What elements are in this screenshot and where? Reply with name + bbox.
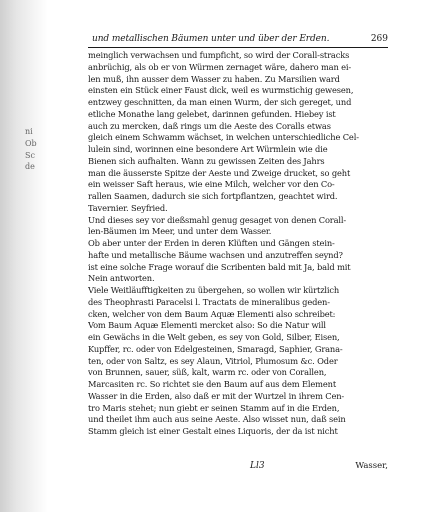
text-line: Und dieses sey vor dießsmahl genug gesaget von denen Corall- — [88, 214, 347, 225]
running-title: und metallischen Bäumen unter und über der Erden. — [92, 34, 330, 44]
text-line: einsten ein Stück einer Faust dick, weil es wurmstichig gewesen, — [88, 85, 354, 96]
text-line: Stamm gleich ist einer Gestalt eines Liquoris, der da ist nicht — [88, 426, 338, 436]
margin-note: Ob — [25, 138, 37, 148]
text-line: Wasser in die Erden, also daß er mit der Wurtzel in ihrem Cen- — [88, 390, 345, 401]
text-line: Marcasiten rc. So richtet sie den Baum auf aus dem Element — [88, 379, 337, 389]
text-line: Nein antworten. — [88, 273, 155, 284]
text-line: ein Gewächs in die Welt geben, es sey von Gold, Silber, Eisen, — [88, 332, 340, 342]
catchword: Wasser, — [355, 461, 388, 471]
text-line: Vom Baum Aquæ Elementi mercket also: So die Natur will — [88, 320, 326, 331]
text-line: anbrüchig, als ob er von Würmen zernaget wäre, dahero man ei- — [88, 61, 352, 72]
text-line: rallen Saamen, dadurch sie sich fortpflantzen, geachtet wird. — [88, 191, 338, 201]
page-number: 269 — [370, 34, 388, 44]
text-line: len muß, ihn ausser dem Wasser zu haben. Zu Marsilien ward — [88, 73, 340, 84]
text-line: entzwey geschnitten, da man einen Wurm, der sich gereget, und — [88, 97, 352, 107]
margin-note: Sc — [25, 150, 35, 160]
text-line: von Brunnen, sauer, süß, kalt, warm rc. oder von Corallen, — [88, 367, 327, 378]
text-line: len-Bäumen im Meer, und unter dem Wasser. — [88, 226, 272, 237]
text-line: cken, welcher von dem Baum Aquæ Elementi also schreibet: — [88, 308, 336, 319]
text-line: Bienen sich aufhalten. Wann zu gewissen Zeiten des Jahrs — [88, 155, 325, 166]
text-line: ten, oder von Saltz, es sey Alaun, Vitriol, Plumosum &c. Oder — [88, 355, 338, 366]
text-line: lulein sind, worinnen eine besondere Art Würmlein wie die — [88, 144, 328, 154]
page-gutter — [0, 0, 48, 512]
text-line: hafte und metallische Bäume wachsen und anzutreffen seynd? — [88, 249, 343, 260]
header-rule — [88, 47, 388, 48]
margin-notes — [25, 126, 47, 173]
text-line: auch zu mercken, daß rings um die Aeste des Coralls etwas — [88, 120, 331, 131]
text-line: ein weisser Saft heraus, wie eine Milch, welcher vor den Co- — [88, 179, 335, 190]
text-line: Tavernier. Seyfried. — [88, 202, 168, 213]
text-line: gleich einem Schwamm wächset, in welchen unterschiedliche Cel- — [88, 132, 359, 143]
text-line: meinglich verwachsen und fumpficht, so wird der Corall-stracks — [88, 50, 350, 60]
text-line: und theilet ihm auch aus seine Aeste. Also wisset nun, daß sein — [88, 414, 346, 425]
text-line: des Theophrasti Paracelsi l. Tractats de mineralibus geden- — [88, 296, 330, 307]
text-line: man die äusserste Spitze der Aeste und Zweige drucket, so geht — [88, 167, 351, 178]
text-line: Kupffer, rc. oder von Edelgesteinen, Smaragd, Saphier, Grana- — [88, 343, 343, 354]
text-line: Viele Weitläufftigkeiten zu übergehen, so wollen wir kürtzlich — [88, 285, 340, 295]
text-line: ist eine solche Frage worauf die Scribenten bald mit Ja, bald mit — [88, 261, 351, 272]
text-line: etliche Monathe lang gelebet, darinnen gefunden. Hiebey ist — [88, 108, 336, 119]
body-text — [88, 50, 388, 438]
margin-note: ni — [25, 127, 33, 136]
text-line: tro Maris stehet; nun giebt er seinen Stamm auf in die Erden, — [88, 402, 340, 413]
text-line: Ob aber unter der Erden in deren Klüften und Gängen stein- — [88, 238, 335, 248]
signature-mark: Ll3 — [250, 461, 265, 471]
margin-note: de — [25, 162, 35, 172]
